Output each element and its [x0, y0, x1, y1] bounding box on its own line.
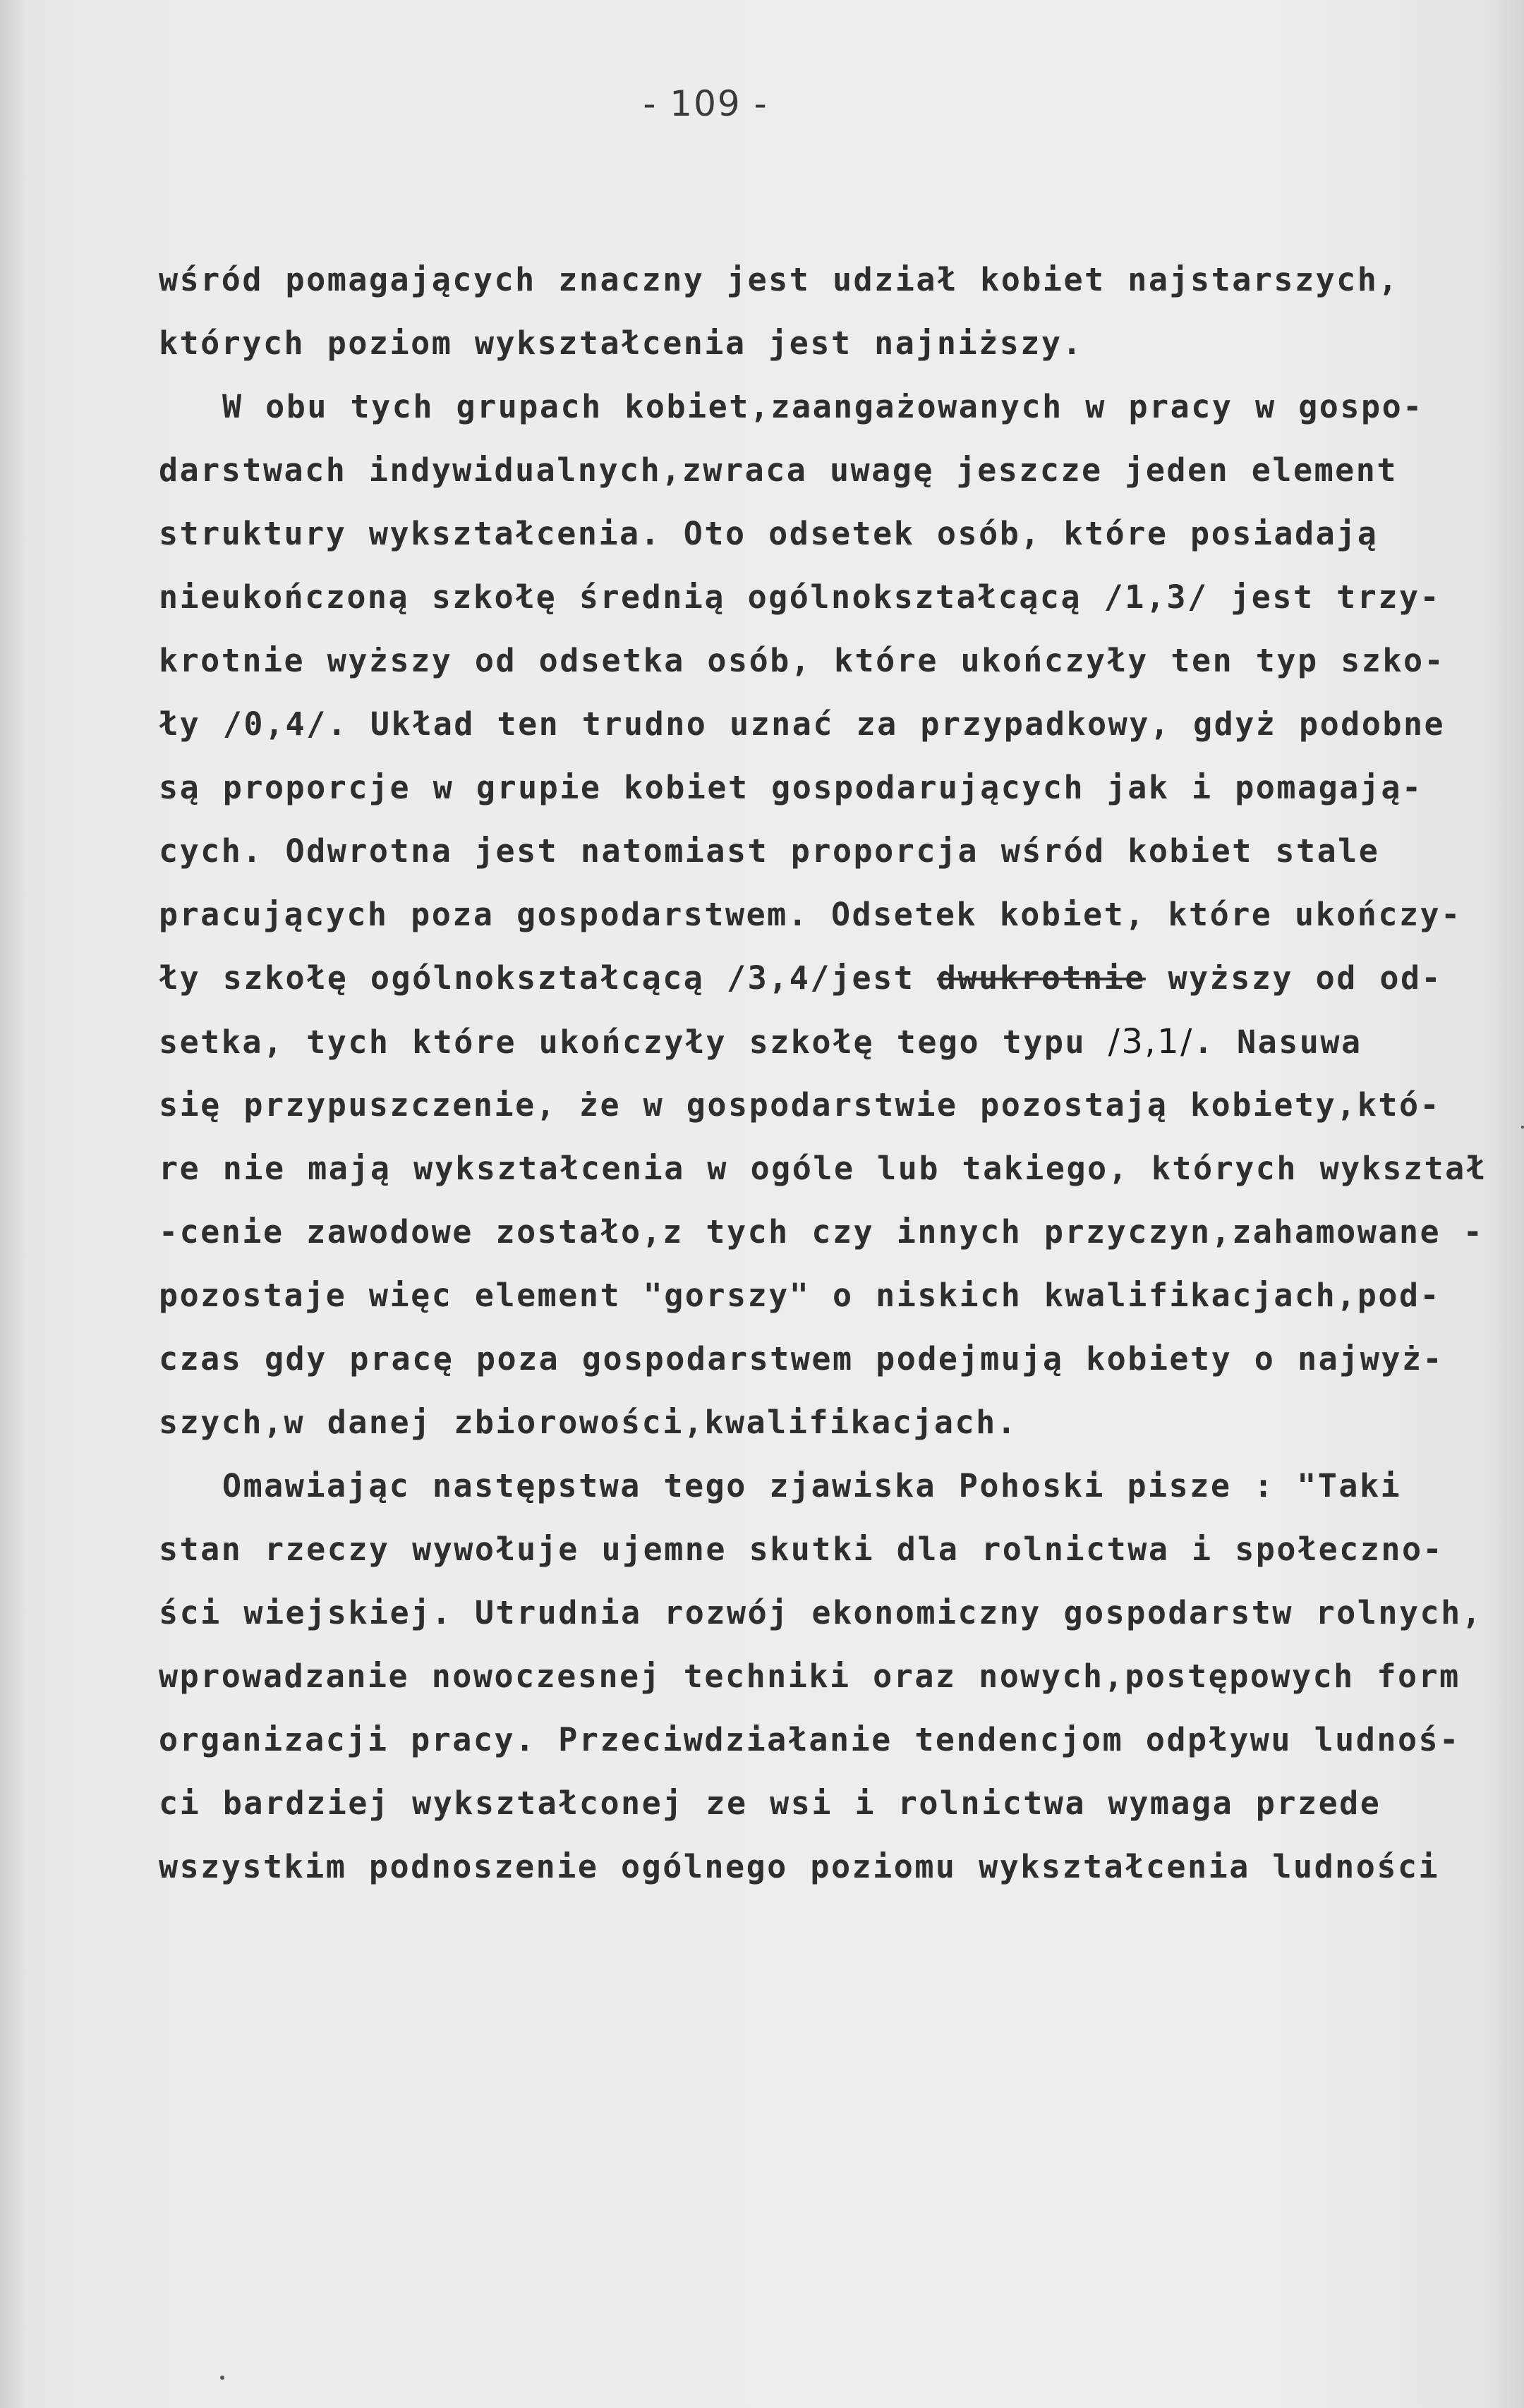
page-number: - 109 -	[643, 83, 768, 124]
text-line: organizacji pracy. Przeciwdziałanie tendencjom odpływu ludnoś-	[159, 1721, 1460, 1758]
scan-speck	[220, 2376, 224, 2380]
struck-through-word: dwukrotnie	[936, 959, 1146, 997]
text-line: ści wiejskiej. Utrudnia rozwój ekonomiczny gospodarstw rolnych,	[159, 1594, 1483, 1631]
text-line: stan rzeczy wywołuje ujemne skutki dla rolnictwa i społeczno-	[159, 1531, 1444, 1568]
text-line: cych. Odwrotna jest natomiast proporcja wśród kobiet stale	[159, 832, 1380, 870]
text-line: Omawiając następstwa tego zjawiska Pohoski pisze : "Taki	[222, 1467, 1402, 1504]
text-line: się przypuszczenie, że w gospodarstwie pozostają kobiety,któ-	[159, 1086, 1441, 1124]
text-line: pracujących poza gospodarstwem. Odsetek kobiet, które ukończy-	[159, 896, 1462, 933]
text-line: szych,w danej zbiorowości,kwalifikacjach.	[159, 1404, 1018, 1441]
text-segment: setka, tych które ukończyły szkołę tego typu	[159, 1023, 1108, 1061]
text-line: W obu tych grupach kobiet,zaangażowanych w pracy w gospo-	[222, 388, 1424, 425]
text-line: nieukończoną szkołę średnią ogólnokształcącą /1,3/ jest trzy-	[159, 578, 1441, 616]
text-line: czas gdy pracę poza gospodarstwem podejmują kobiety o najwyż-	[159, 1340, 1444, 1378]
text-line: krotnie wyższy od odsetka osób, które ukończyły ten typ szko-	[159, 642, 1446, 679]
text-line: struktury wykształcenia. Oto odsetek osób, które posiadają	[159, 515, 1379, 552]
text-line: wprowadzanie nowoczesnej techniki oraz nowych,postępowych form	[159, 1658, 1460, 1695]
text-line: ły /0,4/. Układ ten trudno uznać za przypadkowy, gdyż podobne	[159, 705, 1446, 743]
text-line: -cenie zawodowe zostało,z tych czy innych przyczyn,zahamowane -	[159, 1213, 1484, 1251]
text-line: są proporcje w grupie kobiet gospodarujących jak i pomagają-	[159, 769, 1423, 806]
text-line: re nie mają wykształcenia w ogóle lub takiego, których wykształ	[159, 1150, 1487, 1187]
text-segment: . Nasuwa	[1193, 1023, 1362, 1061]
scan-speck	[1521, 1126, 1524, 1129]
text-line: których poziom wykształcenia jest najniższy.	[159, 324, 1084, 362]
text-line: darstwach indywidualnych,zwraca uwagę jeszcze jeden element	[159, 451, 1398, 489]
text-line	[159, 1010, 1485, 1074]
body-text	[159, 248, 1485, 1899]
text-segment: wyższy od od-	[1145, 959, 1443, 997]
text-line: ci bardziej wykształconej ze wsi i rolnictwa wymaga przede	[159, 1784, 1381, 1822]
handwritten-correction: /3,1/	[1108, 1022, 1194, 1062]
text-line: wszystkim podnoszenie ogólnego poziomu wykształcenia ludności	[159, 1848, 1440, 1885]
text-line: wśród pomagających znaczny jest udział kobiet najstarszych,	[159, 261, 1399, 298]
text-line	[159, 947, 1485, 1010]
text-line: pozostaje więc element "gorszy" o niskich kwalifikacjach,pod-	[159, 1277, 1441, 1314]
text-segment: ły szkołę ogólnokształcącą /3,4/jest	[159, 959, 937, 997]
